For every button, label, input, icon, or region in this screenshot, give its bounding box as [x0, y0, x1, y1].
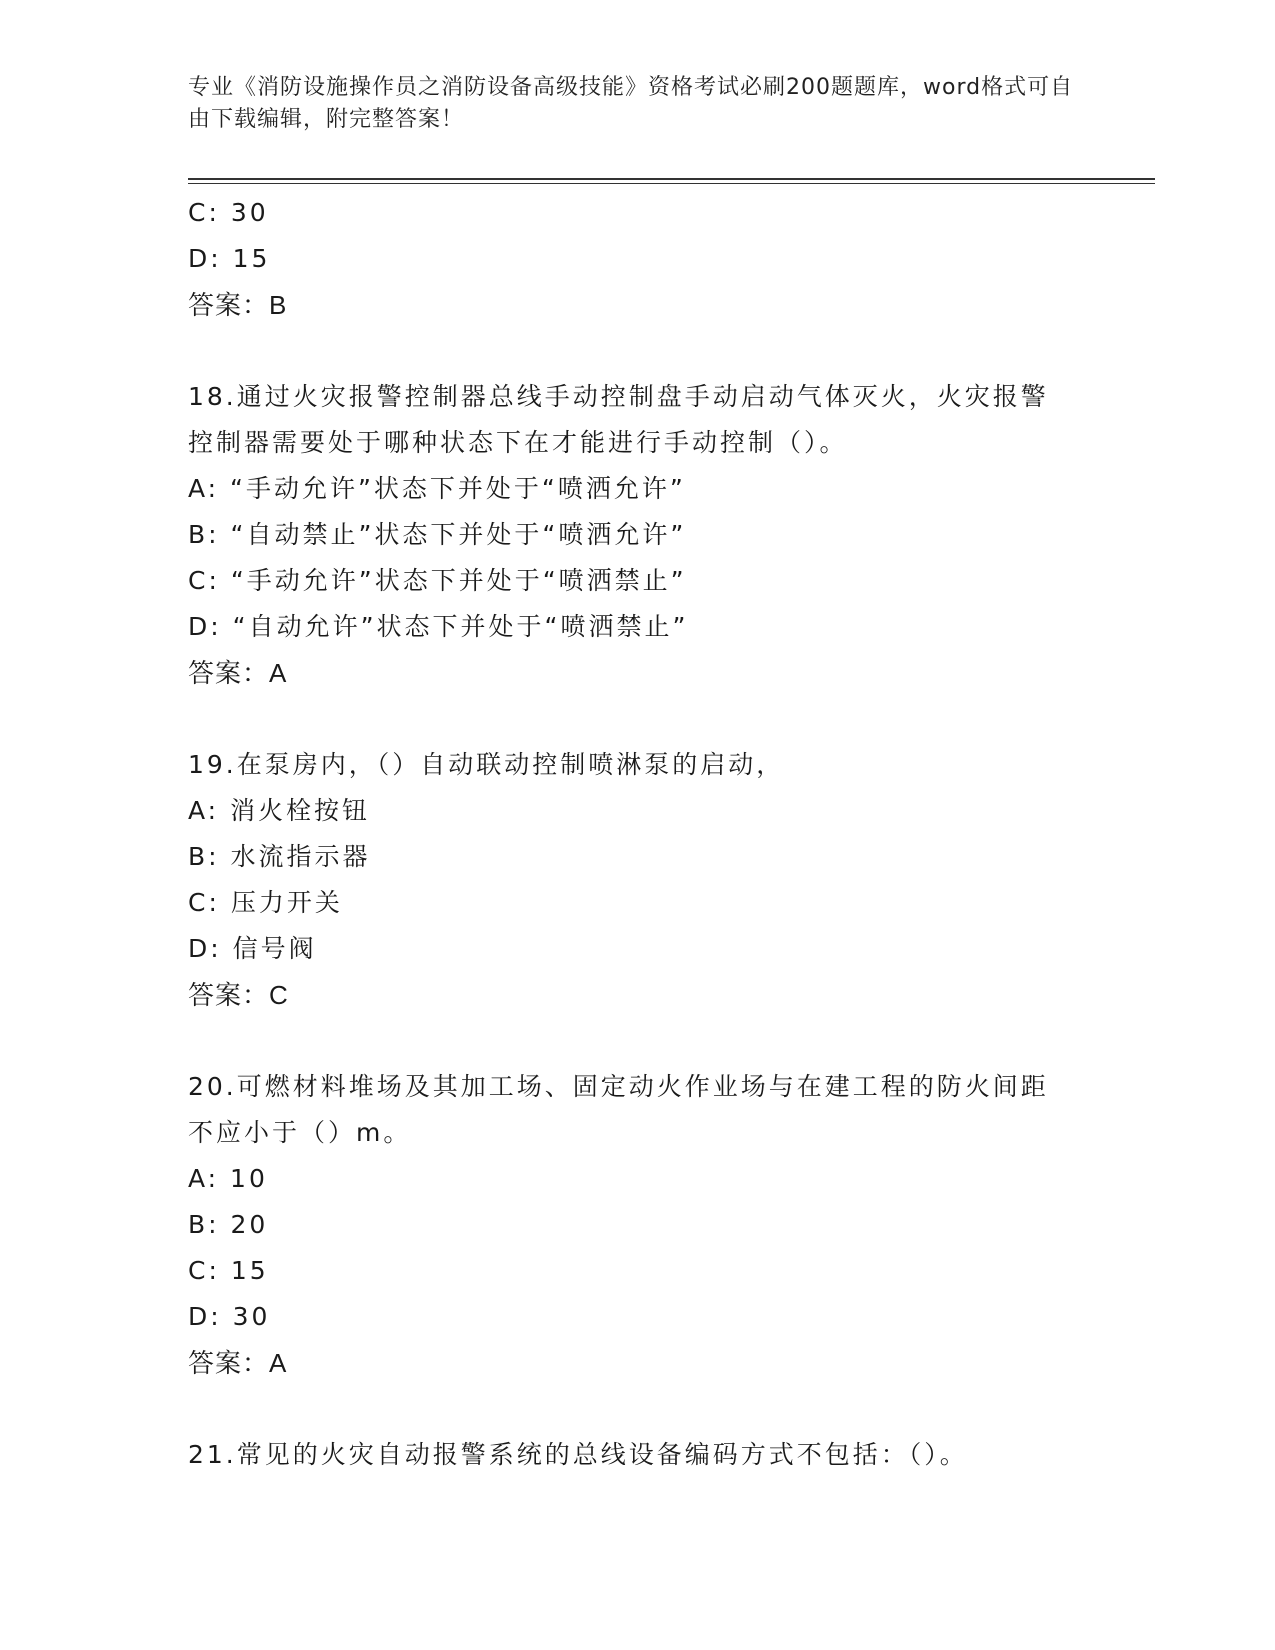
- option-d: D: 30: [188, 1302, 271, 1331]
- question-18: [188, 374, 1088, 696]
- question-content: [188, 190, 1088, 1478]
- spacer: [188, 328, 1088, 374]
- answer-label: 答案：C: [188, 980, 289, 1010]
- option-d: D: “自动允许”状态下并处于“喷洒禁止”: [188, 612, 689, 641]
- question-19: [188, 742, 1088, 1018]
- question-stem-continued: 不应小于（）m。: [188, 1118, 412, 1147]
- spacer: [188, 1386, 1088, 1432]
- spacer: [188, 1018, 1088, 1064]
- question-stem: 18.通过火灾报警控制器总线手动控制盘手动启动气体灭火，火灾报警: [188, 382, 1049, 411]
- question-17-continued: [188, 190, 1088, 328]
- option-c: C: 15: [188, 1256, 269, 1285]
- option-d: D: 信号阀: [188, 934, 317, 963]
- option-d: D: 15: [188, 244, 271, 273]
- option-c: C: 30: [188, 198, 269, 227]
- option-a: A: 10: [188, 1164, 268, 1193]
- answer-label: 答案：A: [188, 658, 288, 688]
- answer-label: 答案：A: [188, 1348, 288, 1378]
- option-a: A: 消火栓按钮: [188, 796, 371, 825]
- option-c: C: “手动允许”状态下并处于“喷洒禁止”: [188, 566, 687, 595]
- header-rule-thick: [188, 178, 1155, 180]
- question-stem: 21.常见的火灾自动报警系统的总线设备编码方式不包括：（）。: [188, 1440, 968, 1469]
- option-a: A: “手动允许”状态下并处于“喷洒允许”: [188, 474, 686, 503]
- question-21: [188, 1432, 1088, 1478]
- option-b: B: “自动禁止”状态下并处于“喷洒允许”: [188, 520, 687, 549]
- document-header: 专业《消防设施操作员之消防设备高级技能》资格考试必刷200题题库，word格式可自由下载编辑，附完整答案！: [188, 75, 1074, 132]
- answer-label: 答案：B: [188, 290, 288, 320]
- header-rule-thin: [188, 183, 1155, 184]
- question-stem: 20.可燃材料堆场及其加工场、固定动火作业场与在建工程的防火间距: [188, 1072, 1049, 1101]
- option-b: B: 水流指示器: [188, 842, 371, 871]
- option-c: C: 压力开关: [188, 888, 343, 917]
- spacer: [188, 696, 1088, 742]
- question-20: [188, 1064, 1088, 1386]
- option-b: B: 20: [188, 1210, 269, 1239]
- question-stem-continued: 控制器需要处于哪种状态下在才能进行手动控制（）。: [188, 428, 848, 457]
- question-stem: 19.在泵房内，（）自动联动控制喷淋泵的启动，: [188, 750, 785, 779]
